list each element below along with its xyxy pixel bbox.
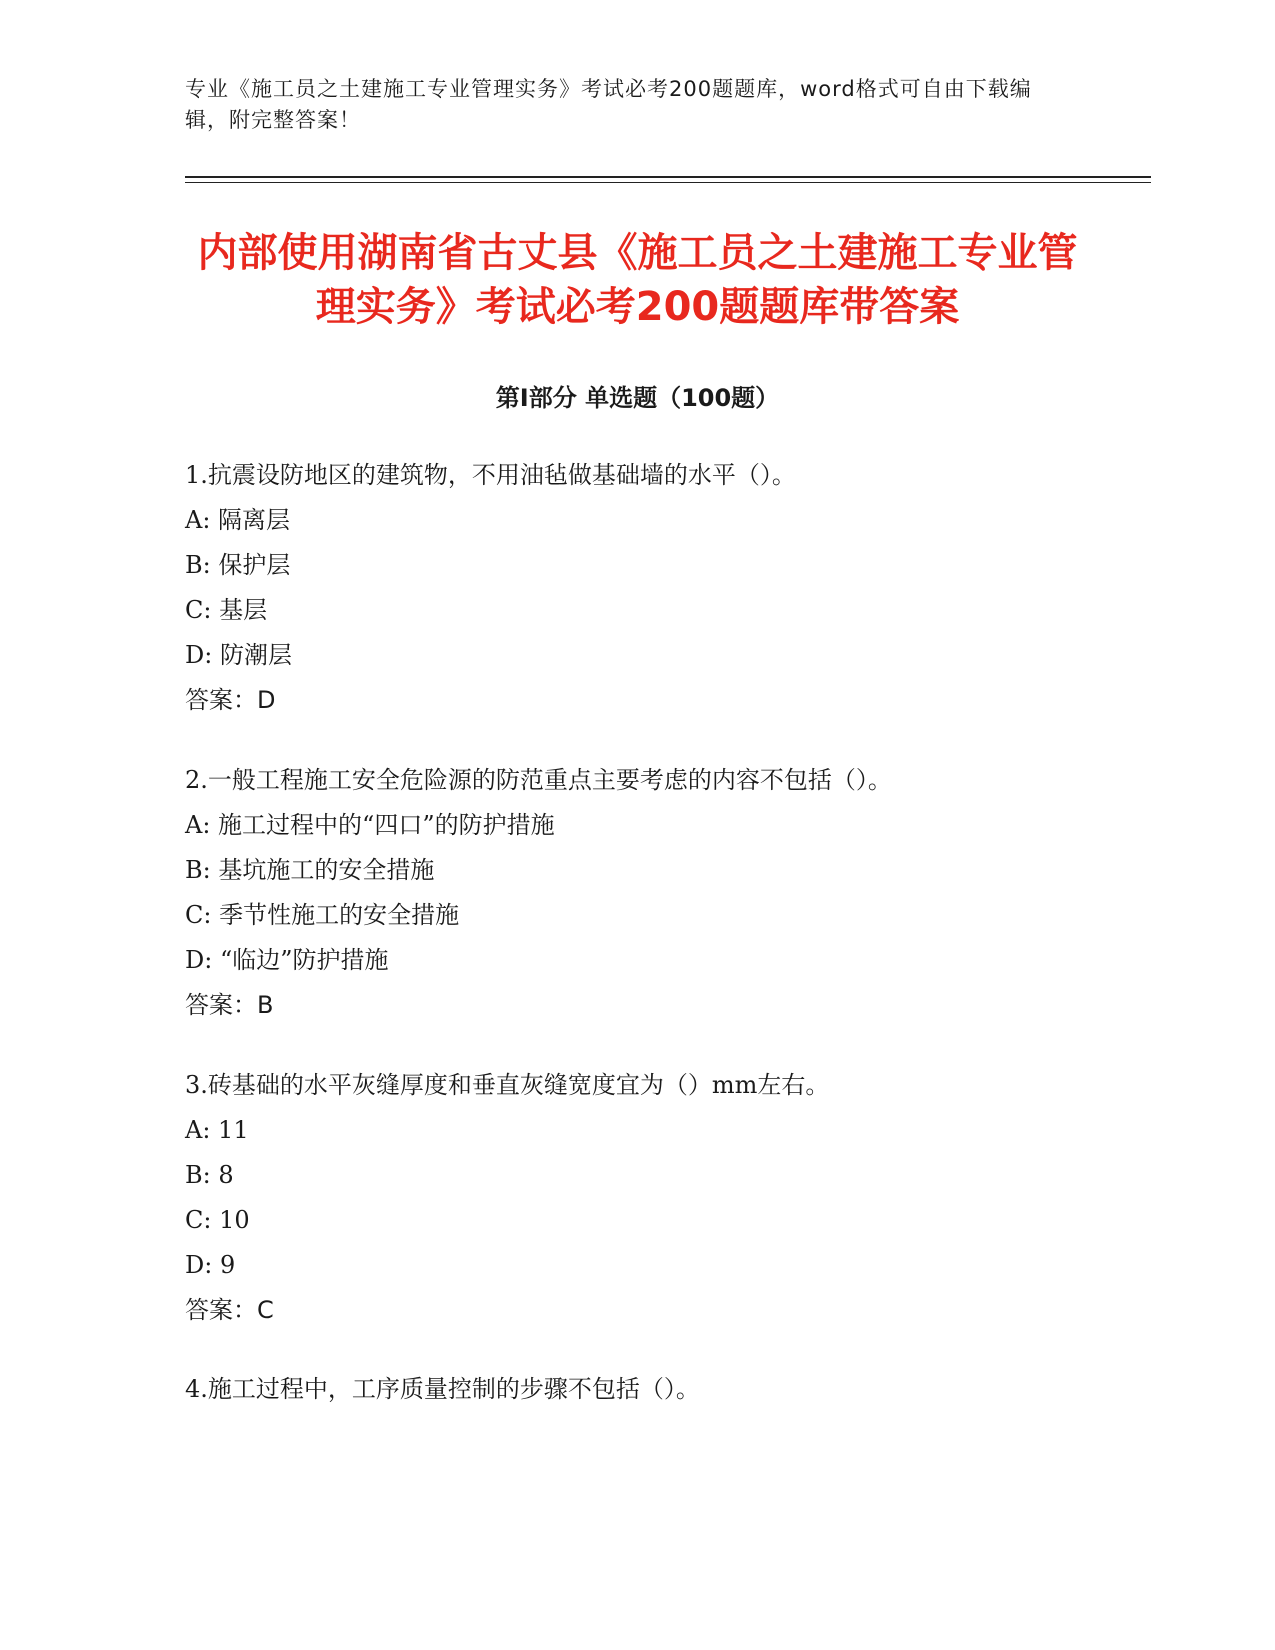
header-note: 专业《施工员之土建施工专业管理实务》考试必考200题题库，word格式可自由下载编辑，附完整答案！ <box>185 77 1032 132</box>
question-stem: 2.一般工程施工安全危险源的防范重点主要考虑的内容不包括（）。 <box>185 766 892 794</box>
question-3 <box>185 1063 1085 1333</box>
question-2 <box>185 758 1085 1028</box>
answer: 答案：D <box>185 686 276 714</box>
document-title: 内部使用湖南省古丈县《施工员之土建施工专业管理实务》考试必考200题题库带答案 <box>197 230 1078 330</box>
option-b: B: 8 <box>185 1161 234 1189</box>
option-b: B: 保护层 <box>185 551 291 579</box>
question-stem: 3.砖基础的水平灰缝厚度和垂直灰缝宽度宜为（）mm左右。 <box>185 1071 830 1099</box>
option-d: D: 9 <box>185 1251 236 1279</box>
section-title: 第Ⅰ部分 单选题（100题） <box>495 384 780 412</box>
option-a: A: 隔离层 <box>185 506 291 534</box>
question-stem: 1.抗震设防地区的建筑物，不用油毡做基础墙的水平（）。 <box>185 461 796 489</box>
option-b: B: 基坑施工的安全措施 <box>185 856 435 884</box>
option-a: A: 施工过程中的“四口”的防护措施 <box>185 811 555 839</box>
option-c: C: 季节性施工的安全措施 <box>185 901 460 929</box>
option-d: D: 防潮层 <box>185 641 292 669</box>
option-c: C: 10 <box>185 1206 250 1234</box>
option-a: A: 11 <box>185 1116 249 1144</box>
option-c: C: 基层 <box>185 596 268 624</box>
header-rule-thick <box>185 176 1151 178</box>
question-stem: 4.施工过程中，工序质量控制的步骤不包括（）。 <box>185 1375 700 1403</box>
header-rule-thin <box>185 182 1151 183</box>
answer: 答案：C <box>185 1296 274 1324</box>
question-1 <box>185 453 1085 723</box>
option-d: D: “临边”防护措施 <box>185 946 389 974</box>
answer: 答案：B <box>185 991 274 1019</box>
question-4 <box>185 1367 1085 1412</box>
